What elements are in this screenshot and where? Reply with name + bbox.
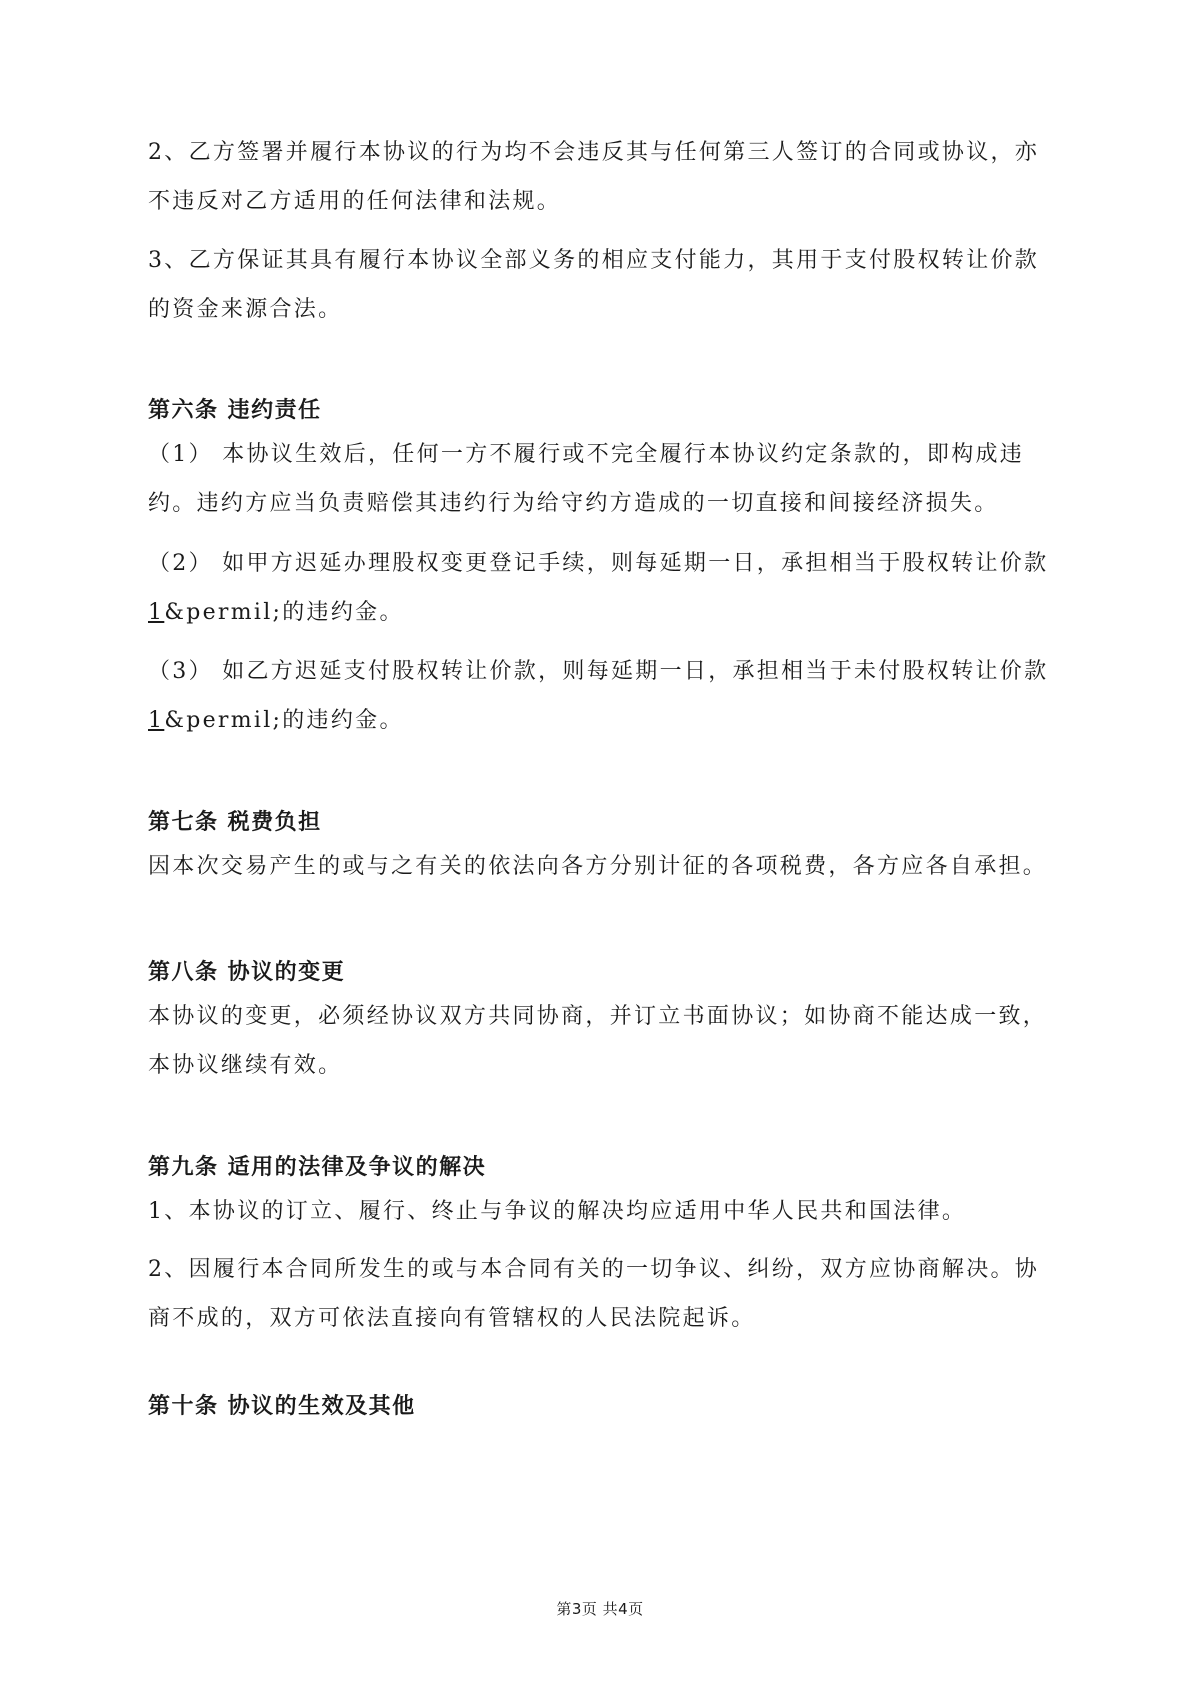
clause-6-item-2 [148, 539, 1058, 637]
clause-6-item-2-suffix: &permil;的违约金。 [164, 600, 404, 625]
clause-5-item-2: 2、乙方签署并履行本协议的行为均不会违反其与任何第三人签订的合同或协议，亦不违反对乙方适用的任何法律和法规。 [148, 140, 1040, 214]
clause-6-item-2-text: （2） 如甲方迟延办理股权变更登记手续，则每延期一日，承担相当于股权转让价款 [148, 551, 1049, 576]
clause-5-item-3: 3、乙方保证其具有履行本协议全部义务的相应支付能力，其用于支付股权转让价款的资金来源合法。 [148, 248, 1040, 322]
clause-9-item-1: 1、本协议的订立、履行、终止与争议的解决均应适用中华人民共和国法律。 [148, 1199, 967, 1224]
clause-6-item-1: （1） 本协议生效后，任何一方不履行或不完全履行本协议约定条款的，即构成违约。违约方应当负责赔偿其违约行为给守约方造成的一切直接和间接经济损失。 [148, 442, 1025, 516]
clause-9-item-2: 2、因履行本合同所发生的或与本合同有关的一切争议、纠纷，双方应协商解决。协商不成的，双方可依法直接向有管辖权的人民法院起诉。 [148, 1257, 1040, 1331]
clause-6-item-3-rate: 1 [148, 708, 165, 733]
section-7-heading: 第七条 税费负担 [148, 810, 322, 835]
section-8-heading: 第八条 协议的变更 [148, 960, 346, 985]
clause-6-item-3 [148, 647, 1058, 745]
clause-7-body: 因本次交易产生的或与之有关的依法向各方分别计征的各项税费，各方应各自承担。 [148, 854, 1048, 879]
page-footer: 第3页 共4页 [556, 1600, 644, 1618]
clause-6-item-3-text: （3） 如乙方迟延支付股权转让价款，则每延期一日，承担相当于未付股权转让价款 [148, 659, 1049, 684]
section-9-heading: 第九条 适用的法律及争议的解决 [148, 1155, 487, 1180]
clause-6-item-3-suffix: &permil;的违约金。 [164, 708, 404, 733]
clause-8-body: 本协议的变更，必须经协议双方共同协商，并订立书面协议；如协商不能达成一致，本协议继续有效。 [148, 1004, 1048, 1078]
clause-6-item-2-rate: 1 [148, 600, 165, 625]
section-10-heading: 第十条 协议的生效及其他 [148, 1394, 416, 1419]
section-6-heading: 第六条 违约责任 [148, 398, 322, 423]
